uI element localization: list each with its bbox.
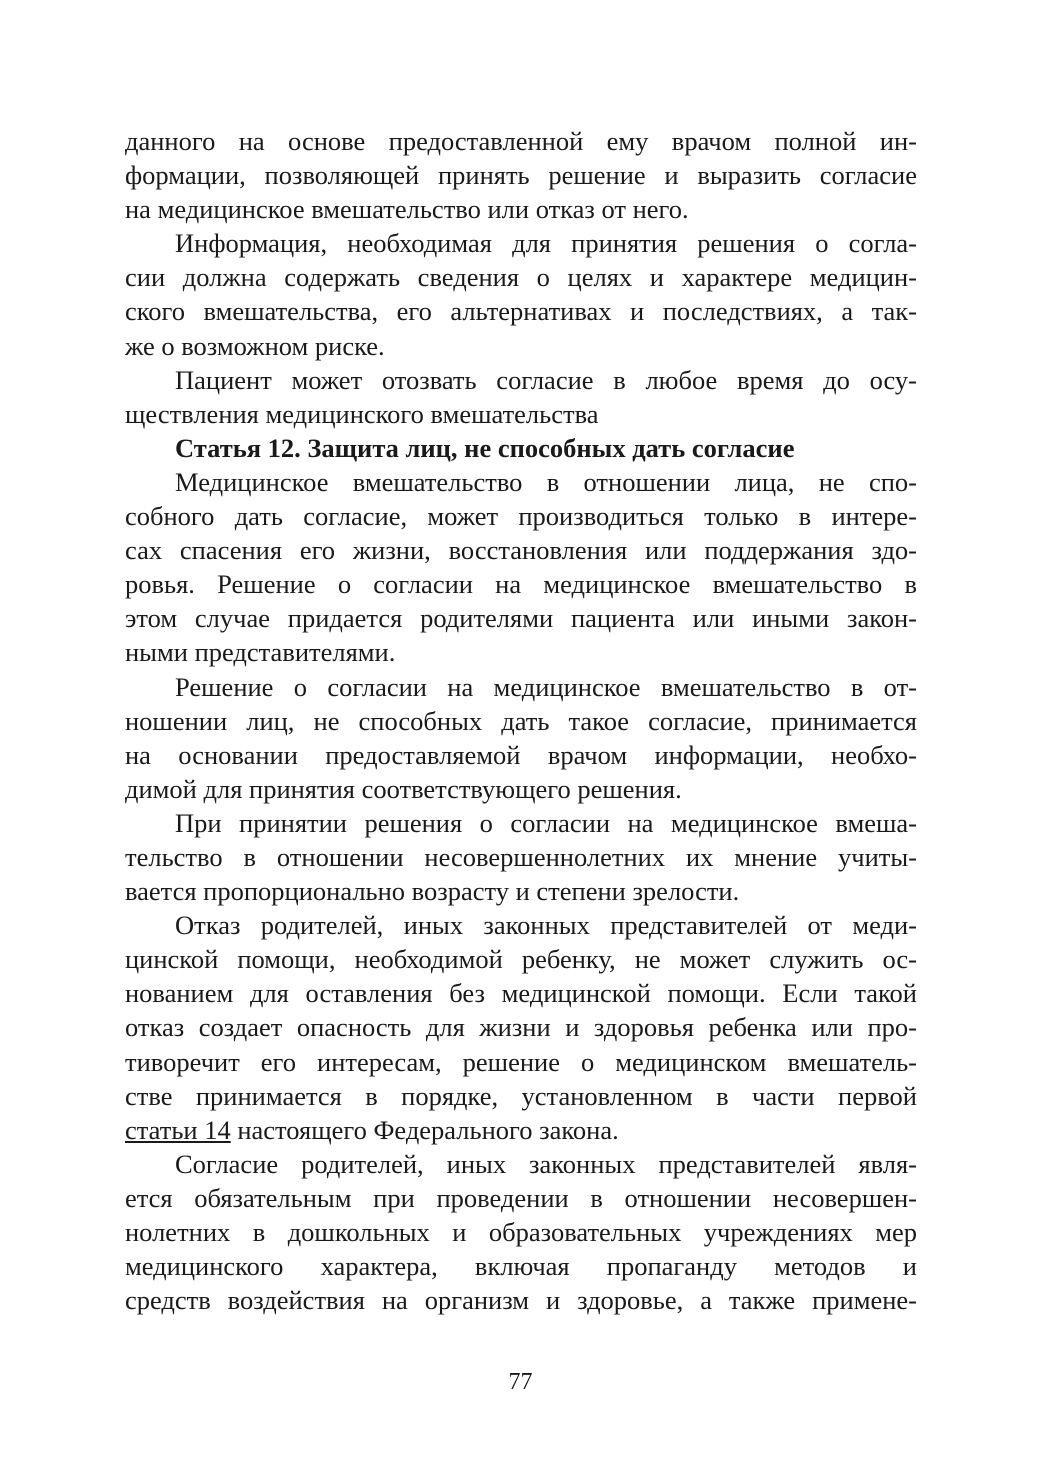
- text-line: вается пропорционально возрасту и степени зрелости.: [125, 876, 740, 907]
- text-segment: настоящего Федерального закона.: [230, 1114, 619, 1145]
- text-line: формации, позволяющей принять решение и выразить согласие: [125, 160, 917, 191]
- text-line: сии должна содержать сведения о целях и характере медицин-: [125, 262, 917, 293]
- text-line: данного на основе предоставленной ему врачом полной ин-: [125, 126, 917, 156]
- body-text: [125, 124, 917, 1317]
- text-line: ными представителями.: [125, 637, 396, 668]
- text-line: ществления медицинского вмешательства: [125, 398, 599, 429]
- text-line: на медицинское вмешательство или отказ от него.: [125, 194, 689, 225]
- text-line: собного дать согласие, может производиться только в интере-: [125, 501, 917, 532]
- text-line: нолетних в дошкольных и образовательных учреждениях мер: [125, 1217, 917, 1247]
- text-line: цинской помощи, необходимой ребенку, не может служить ос-: [125, 944, 917, 975]
- text-line: тельство в отношении несовершеннолетних их мнение учиты-: [125, 841, 917, 872]
- text-line: Медицинское вмешательство в отношении лица, не спо-: [175, 466, 917, 497]
- text-line: сах спасения его жизни, восстановления или поддержания здо-: [125, 535, 917, 566]
- text-line: этом случае придается родителями пациента или иными закон-: [125, 603, 917, 634]
- text-line: димой для принятия соответствующего решения.: [125, 773, 682, 804]
- text-line: тиворечит его интересам, решение о медицинском вмешатель-: [125, 1046, 917, 1077]
- text-line: медицинского характера, включая пропаганду методов и: [125, 1251, 917, 1282]
- text-line: же о возможном риске.: [125, 330, 385, 361]
- text-line: на основании предоставляемой врачом информации, необхо-: [125, 739, 917, 770]
- text-line: ского вмешательства, его альтернативах и последствиях, а так-: [125, 296, 917, 327]
- page-number: 77: [508, 1369, 533, 1395]
- text-line: ровья. Решение о согласии на медицинское вмешательство в: [125, 569, 917, 600]
- text-line: Решение о согласии на медицинское вмешательство в от-: [175, 671, 917, 702]
- text-line: отказ создает опасность для жизни и здоровья ребенка или про-: [125, 1012, 917, 1043]
- article-link[interactable]: статьи 14: [125, 1114, 231, 1145]
- text-line: ношении лиц, не способных дать такое согласие, принимается: [125, 705, 917, 736]
- text-line: Отказ родителей, иных законных представителей от меди-: [175, 910, 917, 941]
- text-line: [125, 1113, 917, 1147]
- text-line: стве принимается в порядке, установленном в части первой: [125, 1080, 917, 1111]
- text-line: Пациент может отозвать согласие в любое время до осу-: [175, 364, 917, 395]
- text-line: нованием для оставления без медицинской помощи. Если такой: [125, 978, 917, 1009]
- text-line: Информация, необходимая для принятия решения о согла-: [175, 228, 917, 259]
- text-line: Согласие родителей, иных законных представителей явля-: [175, 1148, 917, 1179]
- text-line: средств воздействия на организм и здоровье, а также примене-: [125, 1285, 917, 1316]
- article-heading: Статья 12. Защита лиц, не способных дать согласие: [175, 432, 795, 463]
- text-line: ется обязательным при проведении в отношении несовершен-: [125, 1182, 917, 1213]
- text-line: При принятии решения о согласии на медицинское вмеша-: [175, 807, 917, 838]
